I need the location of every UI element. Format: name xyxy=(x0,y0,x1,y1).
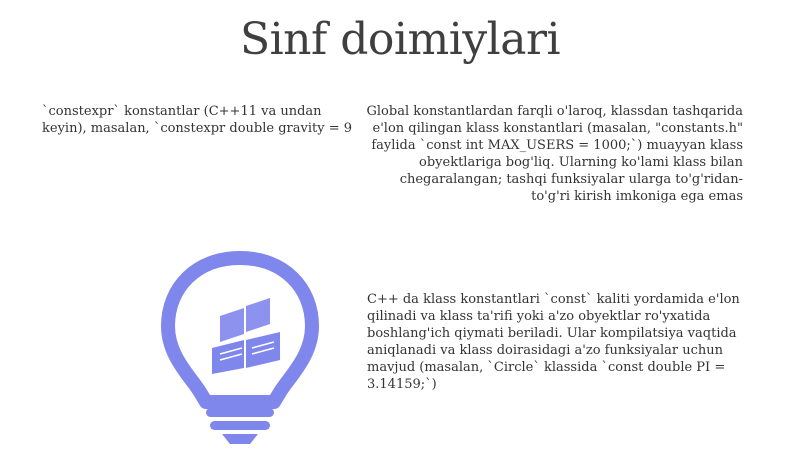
class-constants-paragraph: C++ da klass konstantlari `const` kaliti yordamida e'lon qilinadi va klass ta'rifi yoki a'zo obyektlar ro'yxatida boshlang'ich qiymati beriladi. Ular kompilatsiya vaqtida aniqlanadi va klass doirasidagi a'zo funksiyalar uchun mavjud (masalan, `Circle` klassida `const double PI = 3.14159;`) xyxy=(367,292,740,392)
constexpr-note: `constexpr` konstantlar (C++11 va undan keyin), masalan, `constexpr double gravity = 9 xyxy=(42,104,353,136)
slide-title: Sinf doimiylari xyxy=(239,14,561,65)
global-constants-paragraph: Global konstantlardan farqli o'laroq, klassdan tashqarida e'lon qilingan klass konstantlari (masalan, "constants.h" faylida `const int MAX_USERS = 1000;`) muayyan klass obyektlariga bog'liq. Ularning ko'lami klass bilan chegaralangan; tashqi funksiyalar ularga to'g'ridan-to'g'ri kirish imkoniga ega emas xyxy=(366,104,743,204)
lightbulb-with-book-icon xyxy=(160,250,320,450)
